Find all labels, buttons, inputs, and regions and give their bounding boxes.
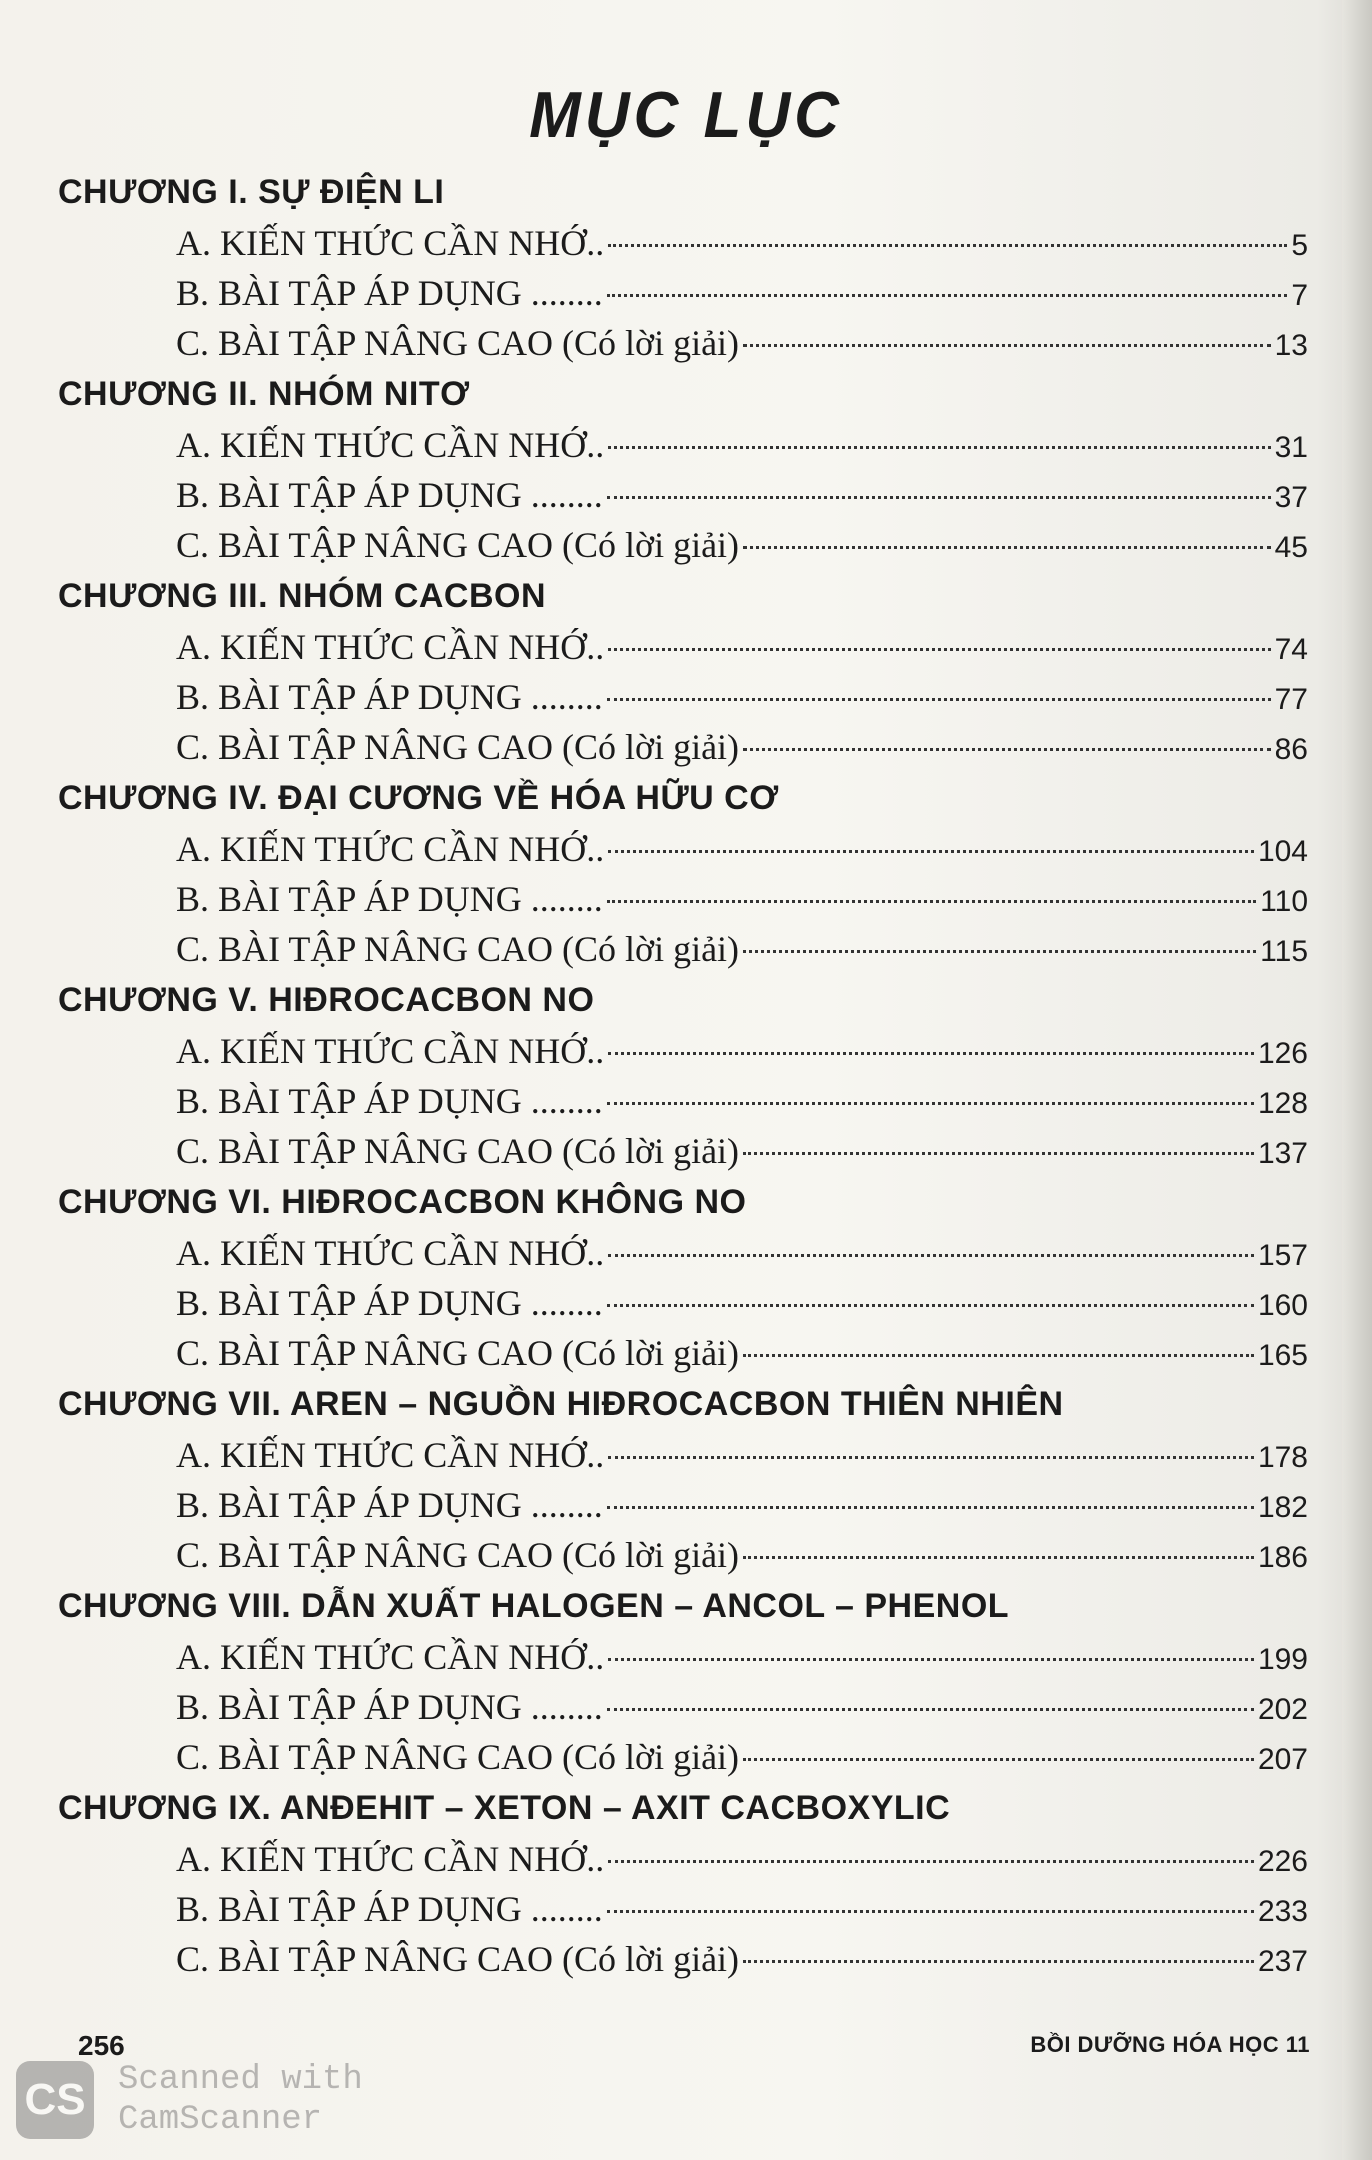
dot-leader (607, 900, 1256, 903)
toc-entry (176, 1682, 1308, 1732)
toc-entry (176, 1278, 1308, 1328)
toc-page-number: 128 (1257, 1087, 1308, 1120)
toc-entry (176, 268, 1308, 318)
toc-entry (176, 874, 1308, 924)
chapter-section (58, 1580, 1308, 1782)
toc-page-number: 237 (1257, 1945, 1308, 1978)
dot-leader (608, 446, 1270, 449)
toc-entry (176, 1076, 1308, 1126)
toc-page-number: 186 (1257, 1541, 1308, 1574)
chapter-title: CHƯƠNG VIII. DẪN XUẤT HALOGEN – ANCOL – PHENOL (58, 1587, 1010, 1625)
toc-entry-label: A. KIẾN THỨC CẦN NHỚ.. (176, 1839, 605, 1879)
toc-page-number: 45 (1274, 531, 1308, 564)
chapter-section (58, 166, 1308, 368)
toc-entry-label: B. BÀI TẬP ÁP DỤNG ........ (176, 1485, 603, 1525)
toc-page-number: 37 (1274, 481, 1308, 514)
toc-entry-label: C. BÀI TẬP NÂNG CAO (Có lời giải) (176, 323, 740, 363)
chapter-section (58, 974, 1308, 1176)
toc-entry-label: C. BÀI TẬP NÂNG CAO (Có lời giải) (176, 1737, 740, 1777)
chapter-title: CHƯƠNG IX. ANĐEHIT – XETON – AXIT CACBOXYLIC (58, 1789, 951, 1827)
toc-page-number: 31 (1274, 431, 1308, 464)
chapter-title: CHƯƠNG V. HIĐROCACBON NO (58, 981, 595, 1019)
chapter-title: CHƯƠNG VI. HIĐROCACBON KHÔNG NO (58, 1183, 747, 1221)
chapter-section (58, 772, 1308, 974)
toc-entry (176, 924, 1308, 974)
toc-entry (176, 824, 1308, 874)
dot-leader (607, 1304, 1254, 1307)
toc-page-number: 86 (1274, 733, 1308, 766)
page-edge (1342, 0, 1372, 2160)
chapter-section (58, 368, 1308, 570)
toc-entry-label: B. BÀI TẬP ÁP DỤNG ........ (176, 677, 603, 717)
toc-entry (176, 1530, 1308, 1580)
chapter-title: CHƯƠNG II. NHÓM NITƠ (58, 375, 470, 413)
toc-entry-label: A. KIẾN THỨC CẦN NHỚ.. (176, 1435, 605, 1475)
toc-page-number: 226 (1257, 1845, 1308, 1878)
dot-leader (607, 1506, 1254, 1509)
chapter-section (58, 1378, 1308, 1580)
toc-page-number: 7 (1291, 279, 1308, 312)
toc-entry-label: C. BÀI TẬP NÂNG CAO (Có lời giải) (176, 1333, 740, 1373)
dot-leader (743, 950, 1256, 953)
toc-entry-label: C. BÀI TẬP NÂNG CAO (Có lời giải) (176, 1535, 740, 1575)
toc-page-number: 157 (1257, 1239, 1308, 1272)
camscanner-watermark (16, 2060, 378, 2140)
toc-entry-label: A. KIẾN THỨC CẦN NHỚ.. (176, 425, 605, 465)
toc-page-number: 104 (1257, 835, 1308, 868)
table-of-contents (58, 166, 1308, 1984)
toc-entry-label: B. BÀI TẬP ÁP DỤNG ........ (176, 1889, 603, 1929)
toc-entry-label: A. KIẾN THỨC CẦN NHỚ.. (176, 1233, 605, 1273)
dot-leader (608, 244, 1287, 247)
dot-leader (607, 698, 1271, 701)
chapter-title: CHƯƠNG VII. AREN – NGUỒN HIĐROCACBON THIÊN NHIÊN (58, 1385, 1064, 1423)
dot-leader (608, 1456, 1254, 1459)
toc-entry (176, 1934, 1308, 1984)
toc-page-number: 137 (1257, 1137, 1308, 1170)
toc-entry (176, 420, 1308, 470)
toc-entry-label: C. BÀI TẬP NÂNG CAO (Có lời giải) (176, 1131, 740, 1171)
toc-entry (176, 672, 1308, 722)
dot-leader (607, 1910, 1254, 1913)
toc-entry-label: C. BÀI TẬP NÂNG CAO (Có lời giải) (176, 929, 740, 969)
toc-entry-label: C. BÀI TẬP NÂNG CAO (Có lời giải) (176, 525, 740, 565)
toc-page-number: 182 (1257, 1491, 1308, 1524)
dot-leader (608, 1254, 1254, 1257)
toc-entry (176, 722, 1308, 772)
toc-page-number: 178 (1257, 1441, 1308, 1474)
toc-entry (176, 218, 1308, 268)
toc-entry (176, 1834, 1308, 1884)
chapter-title: CHƯƠNG I. SỰ ĐIỆN LI (58, 173, 445, 211)
watermark-text: Scanned with CamScanner (118, 2061, 363, 2139)
dot-leader (607, 496, 1271, 499)
dot-leader (607, 1708, 1254, 1711)
dot-leader (607, 1102, 1254, 1105)
toc-entry (176, 1026, 1308, 1076)
toc-page-number: 160 (1257, 1289, 1308, 1322)
toc-entry (176, 1480, 1308, 1530)
toc-entry-label: C. BÀI TẬP NÂNG CAO (Có lời giải) (176, 727, 740, 767)
toc-page-number: 126 (1257, 1037, 1308, 1070)
toc-entry-label: B. BÀI TẬP ÁP DỤNG ........ (176, 1081, 603, 1121)
toc-page-number: 74 (1274, 633, 1308, 666)
chapter-section (58, 1782, 1308, 1984)
toc-entry (176, 1228, 1308, 1278)
toc-entry-label: C. BÀI TẬP NÂNG CAO (Có lời giải) (176, 1939, 740, 1979)
toc-page-number: 110 (1260, 885, 1308, 918)
dot-leader (743, 1960, 1254, 1963)
dot-leader (743, 1556, 1254, 1559)
chapter-title: CHƯƠNG III. NHÓM CACBON (58, 577, 547, 615)
toc-entry-label: A. KIẾN THỨC CẦN NHỚ.. (176, 1031, 605, 1071)
dot-leader (743, 1152, 1254, 1155)
toc-page-number: 77 (1274, 683, 1308, 716)
toc-entry-label: B. BÀI TẬP ÁP DỤNG ........ (176, 475, 603, 515)
toc-entry (176, 1632, 1308, 1682)
dot-leader (743, 1758, 1254, 1761)
toc-page-number: 233 (1257, 1895, 1308, 1928)
dot-leader (608, 1052, 1254, 1055)
dot-leader (608, 1860, 1254, 1863)
toc-entry (176, 1884, 1308, 1934)
toc-page-number: 207 (1257, 1743, 1308, 1776)
toc-entry-label: A. KIẾN THỨC CẦN NHỚ.. (176, 1637, 605, 1677)
toc-entry (176, 1126, 1308, 1176)
dot-leader (743, 748, 1271, 751)
chapter-section (58, 1176, 1308, 1378)
dot-leader (608, 850, 1254, 853)
toc-entry-label: A. KIẾN THỨC CẦN NHỚ.. (176, 829, 605, 869)
toc-page-number: 165 (1257, 1339, 1308, 1372)
toc-entry (176, 470, 1308, 520)
toc-entry-label: B. BÀI TẬP ÁP DỤNG ........ (176, 273, 603, 313)
toc-entry (176, 1328, 1308, 1378)
book-title: BỒI DƯỠNG HÓA HỌC 11 (1030, 2032, 1310, 2057)
toc-entry-label: B. BÀI TẬP ÁP DỤNG ........ (176, 1283, 603, 1323)
page-title: MỤC LỤC (529, 79, 843, 152)
chapter-section (58, 570, 1308, 772)
toc-page-number: 202 (1257, 1693, 1308, 1726)
toc-page-number: 5 (1291, 229, 1308, 262)
toc-entry-label: B. BÀI TẬP ÁP DỤNG ........ (176, 879, 603, 919)
page-number: 256 (78, 2030, 125, 2061)
toc-page-number: 199 (1257, 1643, 1308, 1676)
dot-leader (608, 1658, 1254, 1661)
toc-entry (176, 1732, 1308, 1782)
toc-page-number: 115 (1260, 935, 1308, 968)
toc-entry (176, 318, 1308, 368)
camscanner-logo-icon: CS (16, 2061, 94, 2139)
toc-entry (176, 520, 1308, 570)
dot-leader (743, 546, 1271, 549)
dot-leader (743, 1354, 1254, 1357)
toc-entry (176, 1430, 1308, 1480)
toc-entry-label: B. BÀI TẬP ÁP DỤNG ........ (176, 1687, 603, 1727)
dot-leader (743, 344, 1271, 347)
toc-entry-label: A. KIẾN THỨC CẦN NHỚ.. (176, 627, 605, 667)
dot-leader (607, 294, 1288, 297)
toc-page-number: 13 (1274, 329, 1308, 362)
toc-entry-label: A. KIẾN THỨC CẦN NHỚ.. (176, 223, 605, 263)
chapter-title: CHƯƠNG IV. ĐẠI CƯƠNG VỀ HÓA HỮU CƠ (58, 779, 779, 817)
toc-entry (176, 622, 1308, 672)
dot-leader (608, 648, 1270, 651)
